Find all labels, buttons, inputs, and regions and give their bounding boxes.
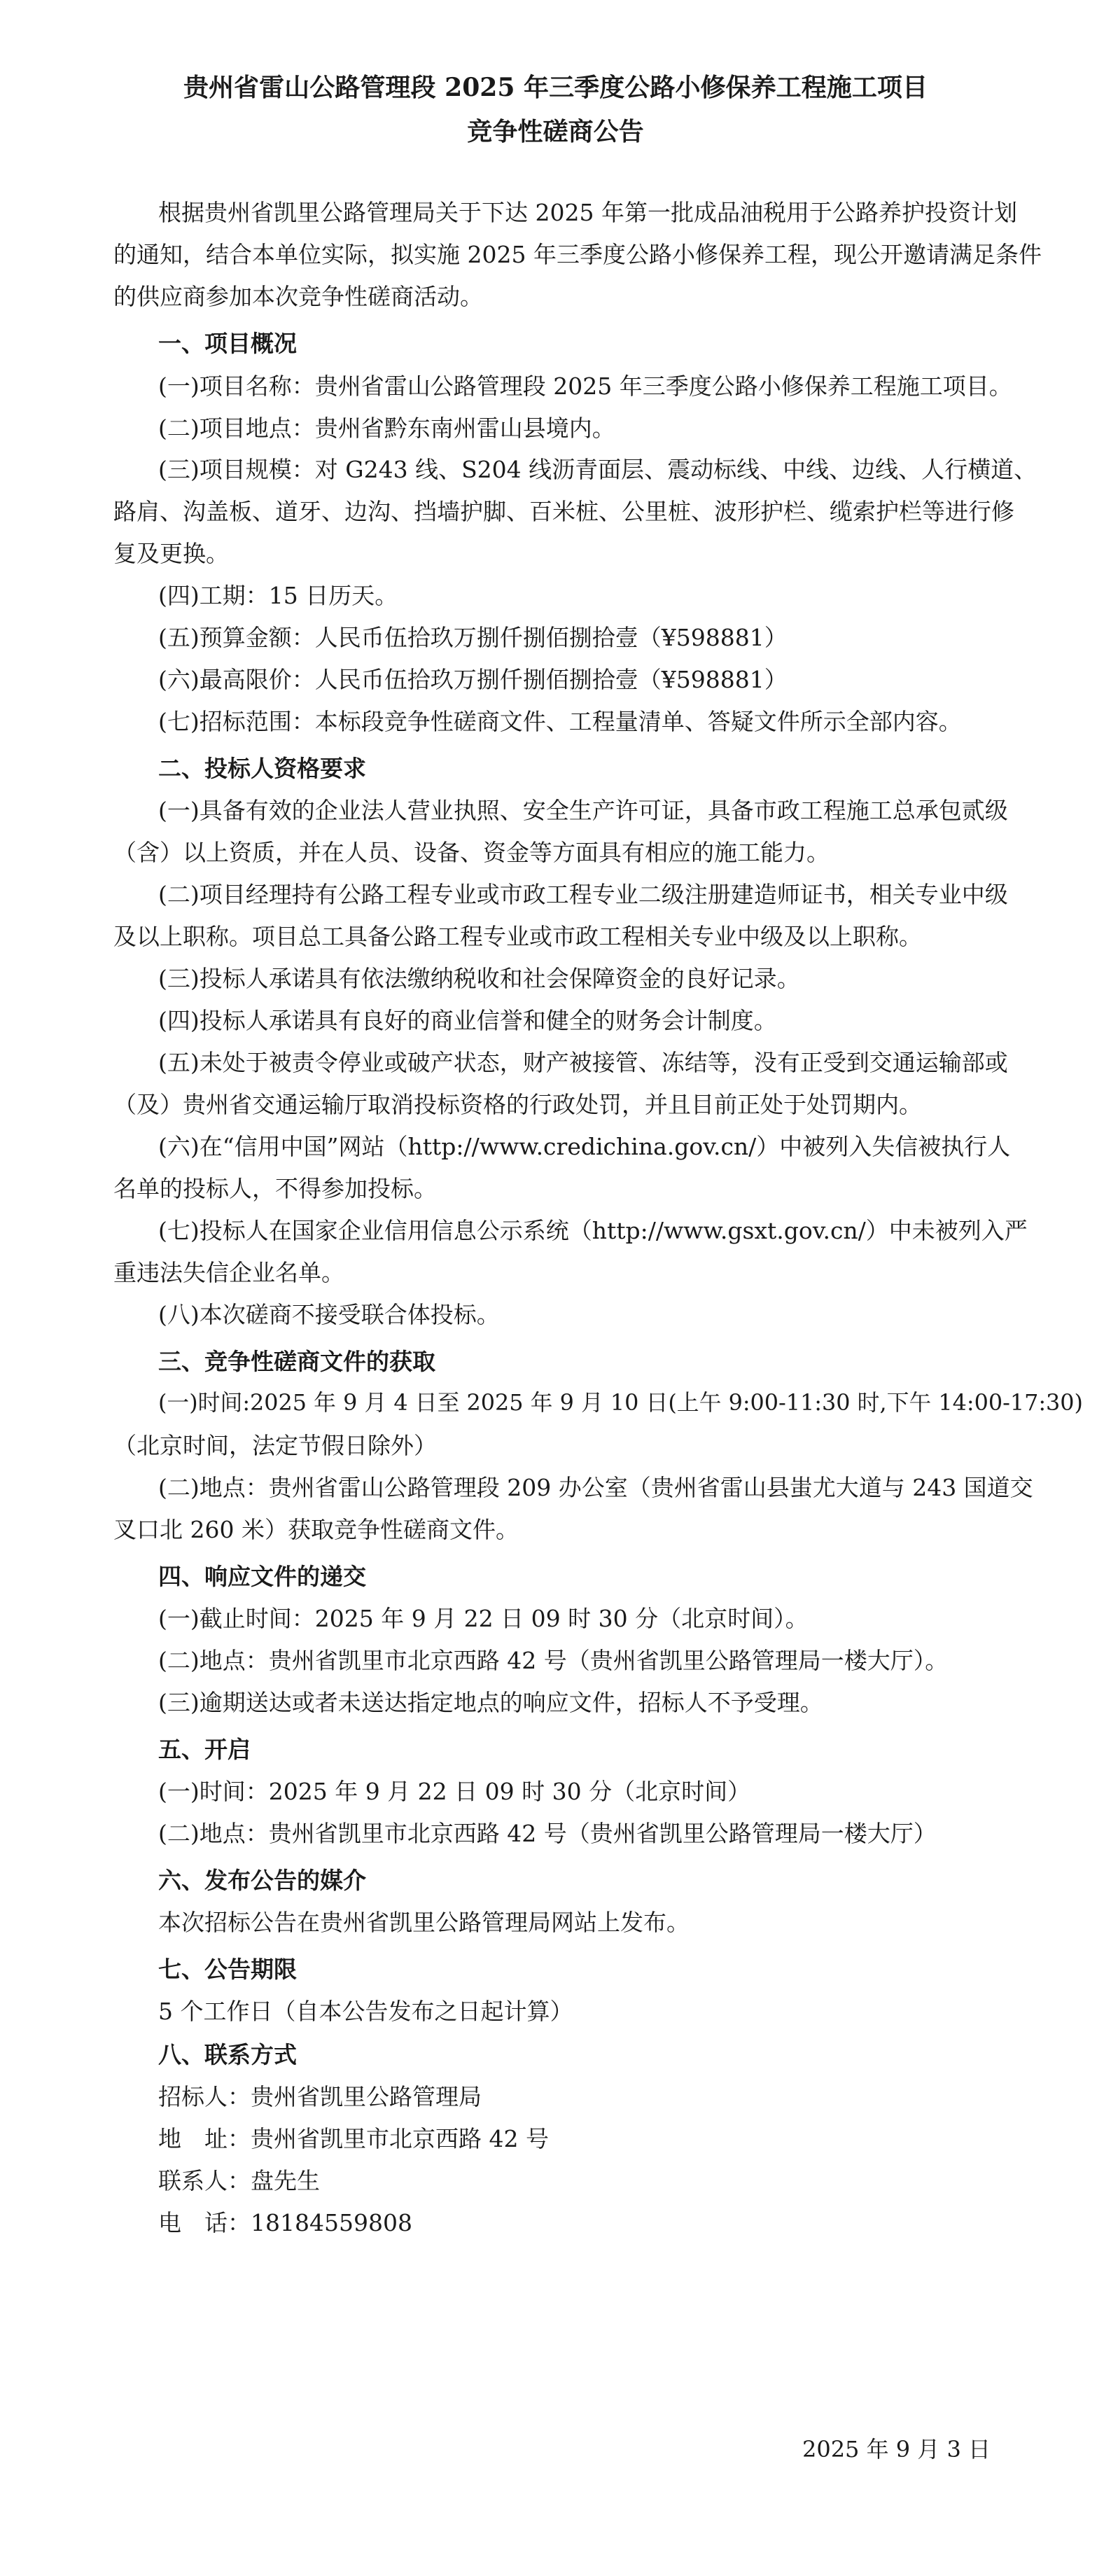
acquisition-line: (一)时间:2025 年 9 月 4 日至 2025 年 9 月 10 日(上午 9:00-11:30 时,下午 14:00-17:30) [158,1389,1083,1416]
opening-line: (一)时间：2025 年 9 月 22 日 09 时 30 分（北京时间） [158,1778,751,1805]
contact-row-person [158,2169,320,2192]
period-line: 5 个工作日（自本公告发布之日起计算） [158,1998,573,2025]
overview-line: (三)项目规模：对 G243 线、S204 线沥青面层、震动标线、中线、边线、人行横道、 [158,456,1037,483]
qualification-line: (六)在“信用中国”网站（http://www.credichina.gov.cn/）中被列入失信被执行人 [158,1133,1011,1160]
contact-row-tenderer [158,2085,482,2108]
section-heading-submission: 四、响应文件的递交 [158,1563,366,1590]
qualification-line: (四)投标人承诺具有良好的商业信誉和健全的财务会计制度。 [158,1007,777,1034]
intro-line-1: 根据贵州省凯里公路管理局关于下达 2025 年第一批成品油税用于公路养护投资计划 [158,199,1017,226]
contact-label: 招标人： [158,2083,251,2110]
section-heading-media: 六、发布公告的媒介 [158,1867,366,1894]
qualification-line: (二)项目经理持有公路工程专业或市政工程专业二级注册建造师证书，相关专业中级 [158,881,1008,908]
overview-line: (二)项目地点：贵州省黔东南州雷山县境内。 [158,415,615,442]
contact-value: 18184559808 [251,2209,412,2236]
qualification-line: 重违法失信企业名单。 [113,1259,344,1286]
submission-line: (三)逾期送达或者未送达指定地点的响应文件，招标人不予受理。 [158,1689,823,1716]
section-heading-opening: 五、开启 [158,1736,251,1763]
overview-line: (七)招标范围：本标段竞争性磋商文件、工程量清单、答疑文件所示全部内容。 [158,708,962,735]
contact-value: 贵州省凯里公路管理局 [251,2083,482,2110]
document-title-line-2: 竞争性磋商公告 [467,116,644,146]
overview-line: (四)工期：15 日历天。 [158,582,398,609]
qualification-line: (七)投标人在国家企业信用信息公示系统（http://www.gsxt.gov.cn/）中未被列入严 [158,1217,1028,1244]
intro-line-2: 的通知，结合本单位实际，拟实施 2025 年三季度公路小修保养工程，现公开邀请满足条件 [113,241,1042,268]
overview-line: (五)预算金额：人民币伍拾玖万捌仟捌佰捌拾壹（¥598881） [158,624,788,651]
overview-line: (一)项目名称：贵州省雷山公路管理段 2025 年三季度公路小修保养工程施工项目。 [158,373,1012,400]
contact-label: 联系人： [158,2167,251,2194]
opening-line: (二)地点：贵州省凯里市北京西路 42 号（贵州省凯里公路管理局一楼大厅） [158,1820,937,1847]
acquisition-line: (二)地点：贵州省雷山公路管理段 209 办公室（贵州省雷山县蚩尤大道与 243 国道交 [158,1474,1033,1501]
qualification-line: 及以上职称。项目总工具备公路工程专业或市政工程相关专业中级及以上职称。 [113,923,922,950]
qualification-line: (八)本次磋商不接受联合体投标。 [158,1301,500,1328]
submission-line: (二)地点：贵州省凯里市北京西路 42 号（贵州省凯里公路管理局一楼大厅）。 [158,1647,949,1674]
issue-date: 2025 年 9 月 3 日 [802,2436,991,2463]
qualification-line: (五)未处于被责令停业或破产状态，财产被接管、冻结等，没有正受到交通运输部或 [158,1049,1008,1076]
acquisition-line: 叉口北 260 米）获取竞争性磋商文件。 [113,1516,519,1543]
contact-row-phone [158,2211,412,2234]
overview-line: 复及更换。 [113,540,229,567]
qualification-line: 名单的投标人，不得参加投标。 [113,1175,437,1202]
document-title-line-1: 贵州省雷山公路管理段 2025 年三季度公路小修保养工程施工项目 [183,72,928,102]
contact-value: 贵州省凯里市北京西路 42 号 [251,2125,549,2152]
qualification-line: （及）贵州省交通运输厅取消投标资格的行政处罚，并且目前正处于处罚期内。 [113,1091,922,1118]
qualification-line: (一)具备有效的企业法人营业执照、安全生产许可证，具备市政工程施工总承包贰级 [158,797,1008,824]
contact-value: 盘先生 [251,2167,320,2194]
section-heading-qualifications: 二、投标人资格要求 [158,755,366,782]
intro-line-3: 的供应商参加本次竞争性磋商活动。 [113,283,483,310]
submission-line: (一)截止时间：2025 年 9 月 22 日 09 时 30 分（北京时间）。 [158,1605,809,1632]
media-line: 本次招标公告在贵州省凯里公路管理局网站上发布。 [158,1909,690,1936]
contact-label: 电 话： [158,2209,251,2236]
qualification-line: (三)投标人承诺具有依法缴纳税收和社会保障资金的良好记录。 [158,965,800,992]
overview-line: 路肩、沟盖板、道牙、边沟、挡墙护脚、百米桩、公里桩、波形护栏、缆索护栏等进行修 [113,498,1014,525]
section-heading-contact: 八、联系方式 [158,2041,297,2068]
overview-line: (六)最高限价：人民币伍拾玖万捌仟捌佰捌拾壹（¥598881） [158,666,788,693]
section-heading-period: 七、公告期限 [158,1956,297,1983]
section-heading-overview: 一、项目概况 [158,330,297,357]
qualification-line: （含）以上资质，并在人员、设备、资金等方面具有相应的施工能力。 [113,839,830,866]
contact-label: 地 址： [158,2125,251,2152]
section-heading-document-acquisition: 三、竞争性磋商文件的获取 [158,1348,435,1375]
contact-row-address [158,2127,549,2150]
acquisition-line: （北京时间，法定节假日除外） [113,1432,437,1459]
